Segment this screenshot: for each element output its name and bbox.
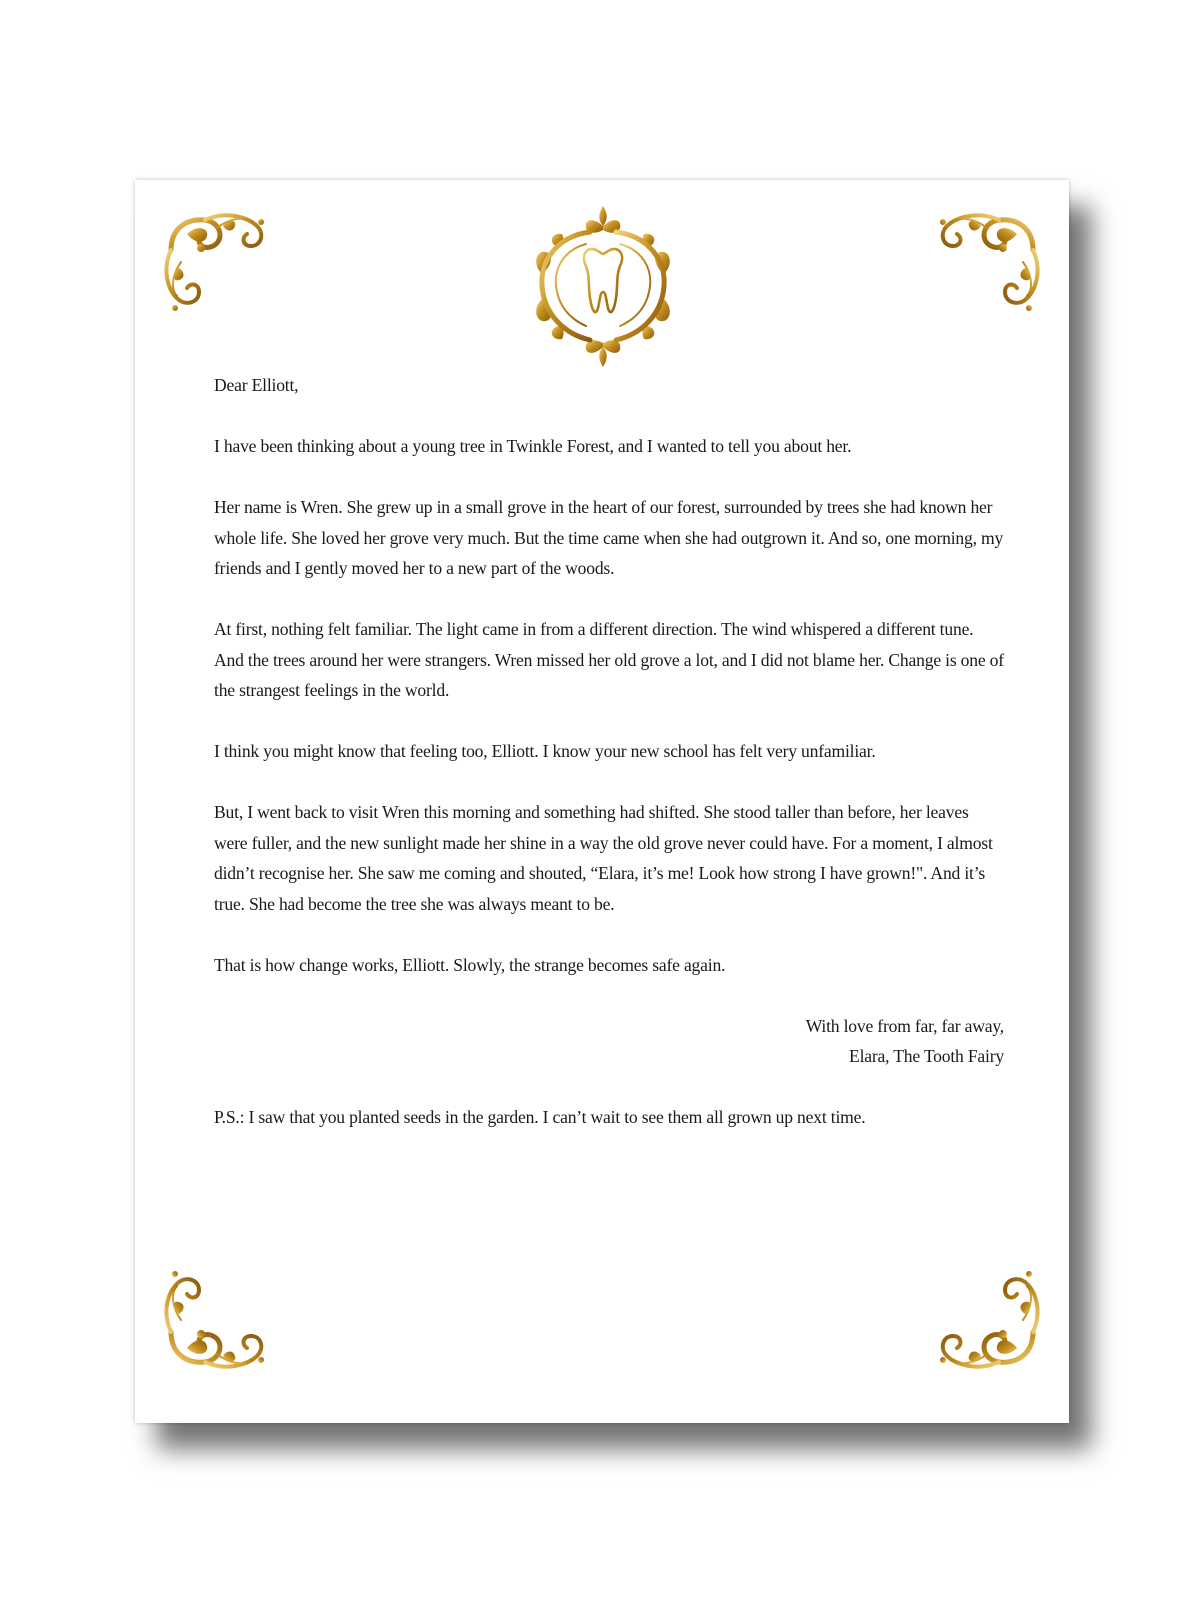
paragraph-4: I think you might know that feeling too, Elliott. I know your new school has felt very unfamiliar. xyxy=(214,741,876,761)
tooth-crest-icon xyxy=(528,204,678,369)
paragraph-6: That is how change works, Elliott. Slowly, the strange becomes safe again. xyxy=(214,954,726,975)
signature-block xyxy=(214,1011,1004,1072)
letter-page xyxy=(135,180,1069,1423)
postscript: P.S.: I saw that you planted seeds in the garden. I can’t wait to see them all grown up next time. xyxy=(214,1107,866,1127)
paragraph-3: At first, nothing felt familiar. The light came in from a different direction. The wind whispered a different tune. And the trees around her were strangers. Wren missed her old grove a lot, and I did not blame her. Change is one of the strangest feelings in the world. xyxy=(214,619,1004,700)
signature-name: Elara, The Tooth Fairy xyxy=(849,1046,1004,1066)
letter-body xyxy=(214,370,1004,1163)
paragraph-1: I have been thinking about a young tree in Twinkle Forest, and I wanted to tell you about her. xyxy=(214,436,852,456)
signoff-line: With love from far, far away, xyxy=(805,1015,1004,1036)
paragraph-2: Her name is Wren. She grew up in a small grove in the heart of our forest, surrounded by trees she had known her whole life. She loved her grove very much. But the time came when she had outgrown it. And so, one morning, my friends and I gently moved her to a new part of the woods. xyxy=(214,497,1004,578)
greeting: Dear Elliott, xyxy=(214,375,299,395)
paragraph-5: But, I went back to visit Wren this morning and something had shifted. She stood taller than before, her leaves were fuller, and the new sunlight made her shine in a way the old grove never could have. For a moment, I almost didn’t recognise her. She saw me coming and shouted, “Elara, it’s me! Look how strong I have grown!". And it’s true. She had become the tree she was always meant to be. xyxy=(214,802,993,914)
